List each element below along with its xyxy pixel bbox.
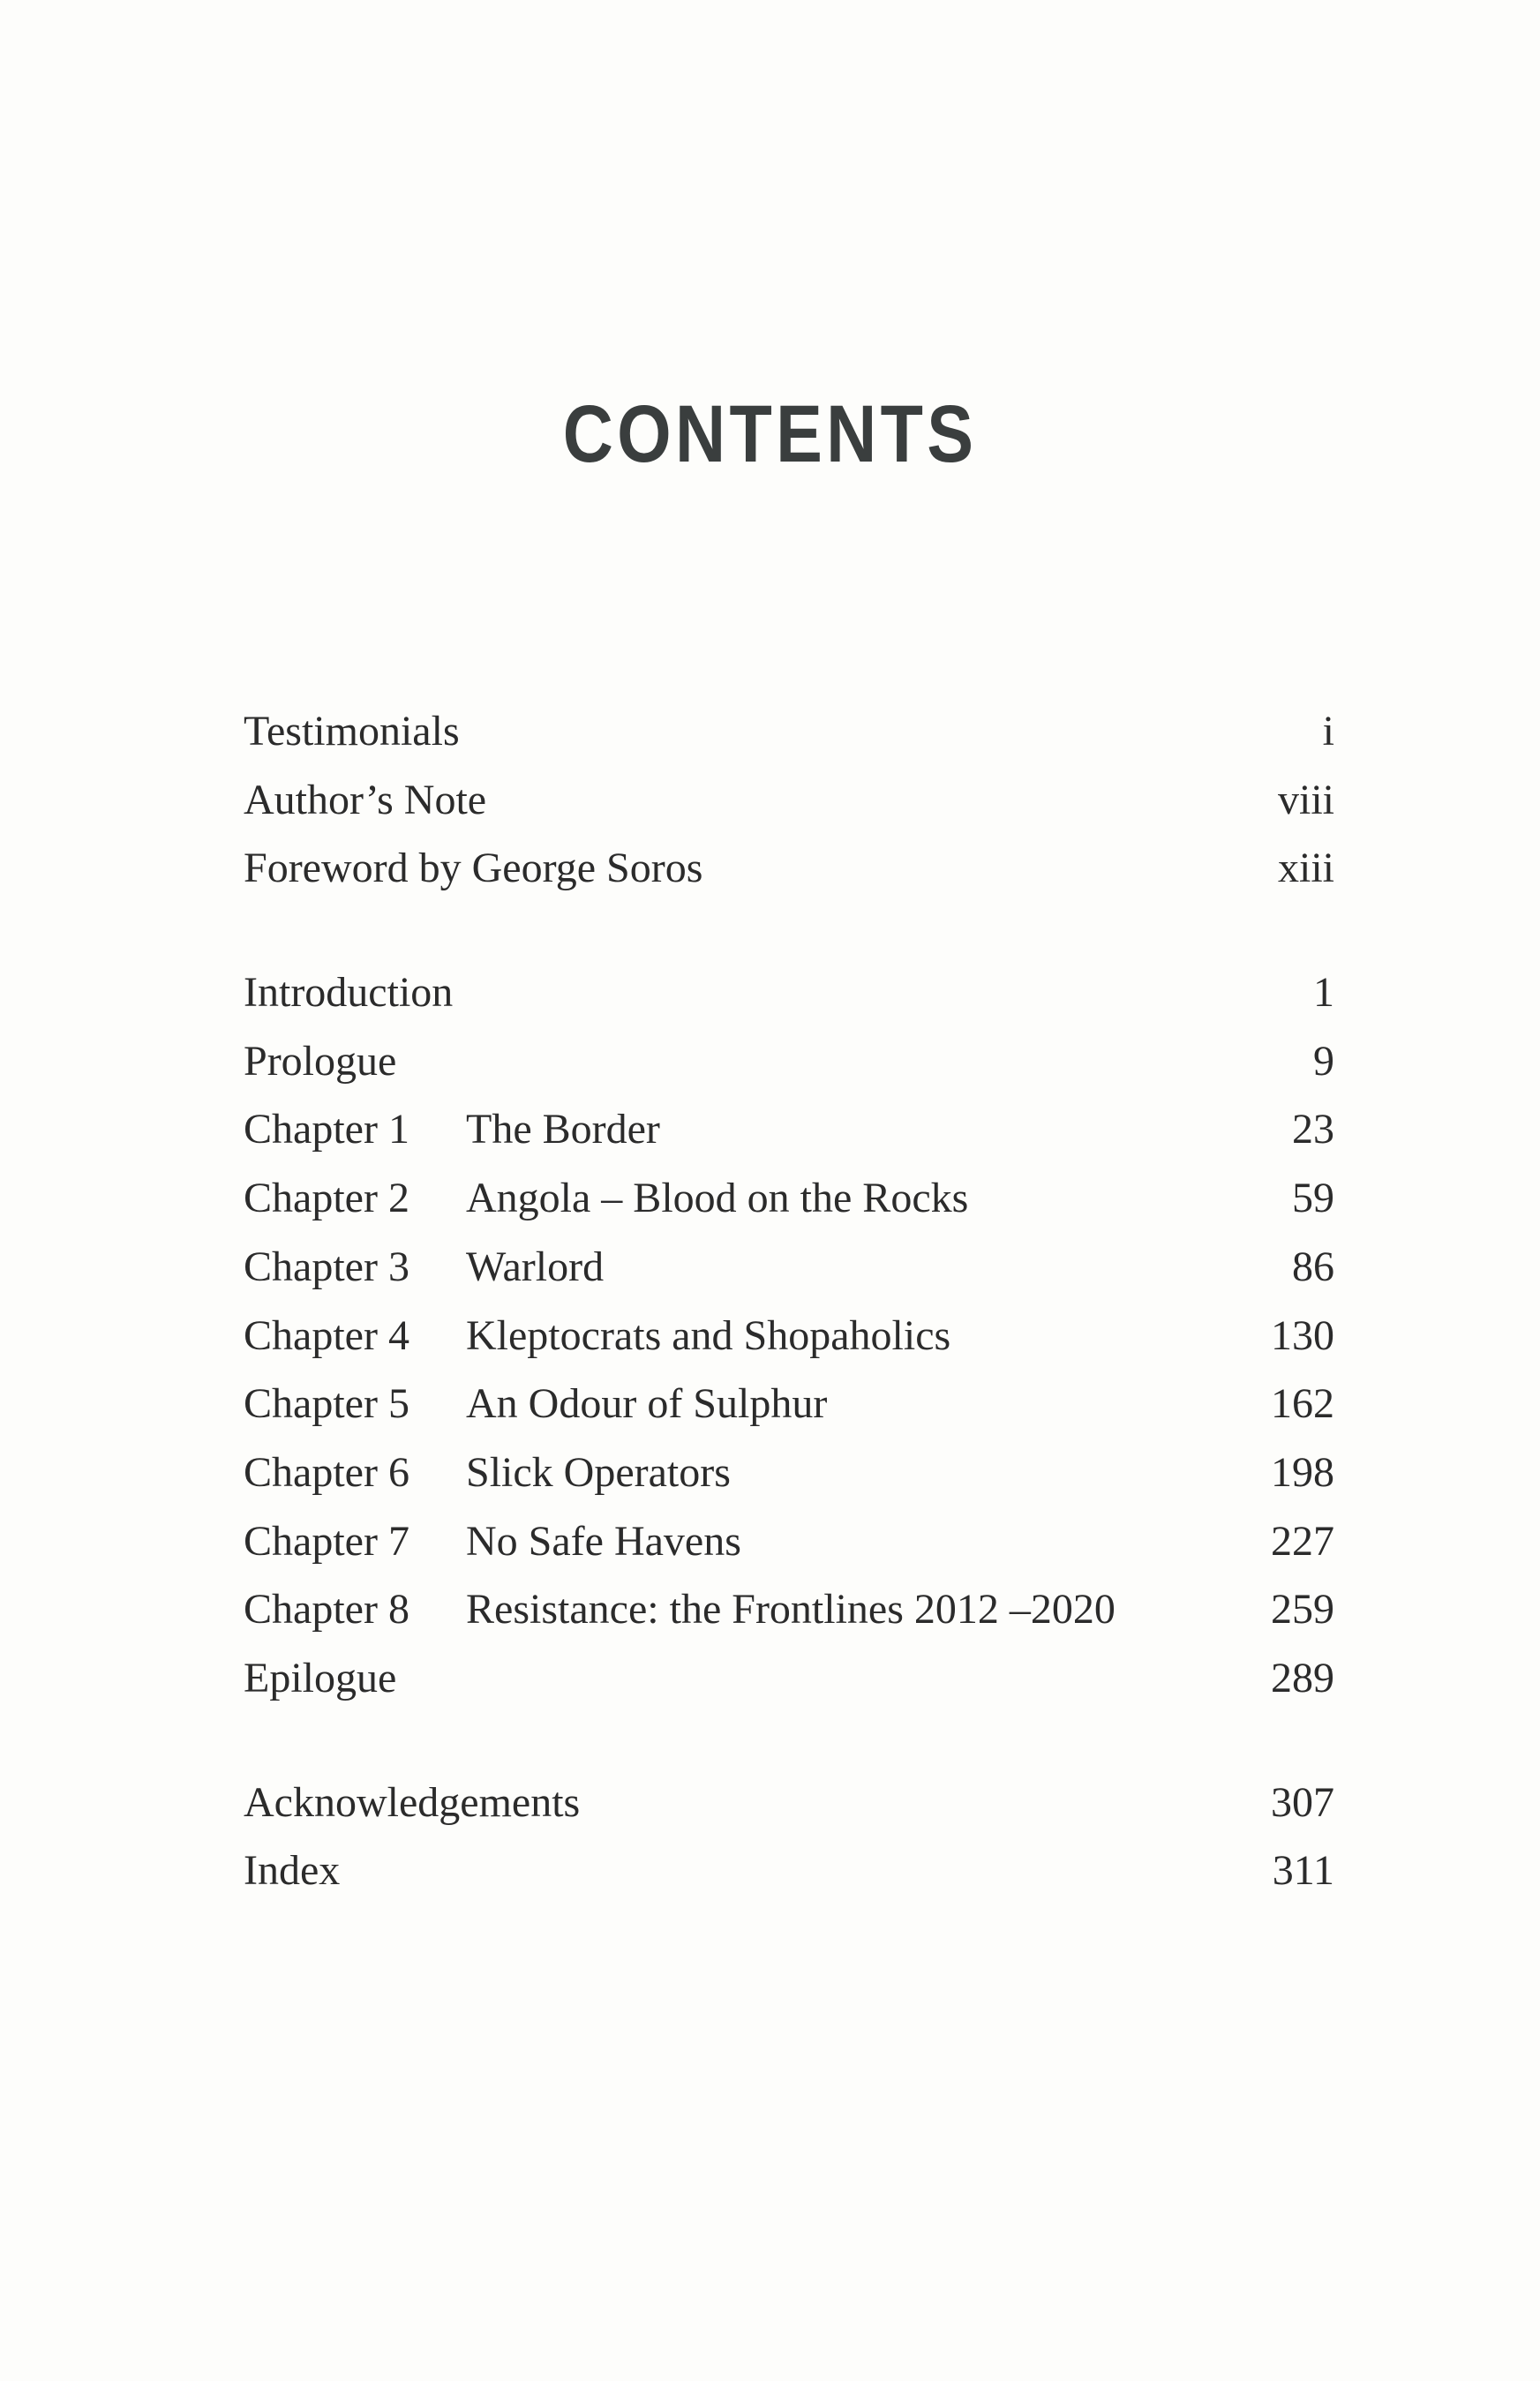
toc-entry (244, 1164, 1334, 1233)
entry-page-number: 307 (1271, 1778, 1334, 1826)
entry-subtitle: The Border (466, 1106, 660, 1153)
entry-label: Chapter 1 (244, 1106, 409, 1153)
entry-page-number: 23 (1292, 1106, 1334, 1153)
entry-label: Chapter 5 (244, 1380, 409, 1428)
entry-label: Author’s Note (244, 776, 487, 823)
toc-entry (244, 1836, 1334, 1905)
toc-entry (244, 1302, 1334, 1371)
entry-page-number: 9 (1313, 1037, 1334, 1085)
table-of-contents (244, 697, 1334, 1905)
entry-label: Chapter 4 (244, 1311, 409, 1359)
toc-entry (244, 1644, 1334, 1713)
toc-entry (244, 1507, 1334, 1576)
toc-group-front-matter (244, 697, 1334, 903)
entry-subtitle: Warlord (466, 1243, 605, 1290)
toc-entry (244, 834, 1334, 903)
entry-subtitle: An Odour of Sulphur (466, 1380, 828, 1428)
toc-group-back-matter (244, 1769, 1334, 1905)
entry-label: Chapter 2 (244, 1175, 409, 1222)
entry-subtitle: Slick Operators (466, 1448, 731, 1496)
entry-label: Foreword by George Soros (244, 845, 703, 892)
toc-entry (244, 1575, 1334, 1644)
toc-group-main (244, 958, 1334, 1713)
entry-page-number: 86 (1292, 1243, 1334, 1290)
entry-label: Prologue (244, 1037, 397, 1085)
entry-subtitle: No Safe Havens (466, 1517, 741, 1565)
entry-subtitle: Kleptocrats and Shopaholics (466, 1311, 951, 1359)
entry-label: Chapter 7 (244, 1517, 409, 1565)
entry-page-number: 311 (1272, 1847, 1334, 1895)
toc-entry (244, 1233, 1334, 1302)
page-title: CONTENTS (562, 389, 978, 479)
entry-label: Introduction (244, 969, 454, 1017)
toc-entry (244, 1027, 1334, 1096)
entry-page-number: i (1322, 708, 1334, 755)
entry-label: Chapter 3 (244, 1243, 409, 1290)
entry-label: Acknowledgements (244, 1778, 581, 1826)
entry-page-number: 162 (1271, 1380, 1334, 1428)
entry-page-number: 1 (1313, 969, 1334, 1017)
entry-subtitle: Resistance: the Frontlines 2012 –2020 (466, 1586, 1116, 1634)
toc-entry (244, 697, 1334, 766)
entry-page-number: viii (1277, 776, 1334, 823)
toc-entry (244, 1370, 1334, 1438)
entry-page-number: xiii (1277, 845, 1334, 892)
toc-entry (244, 1095, 1334, 1164)
entry-subtitle: Angola – Blood on the Rocks (466, 1175, 969, 1222)
entry-page-number: 227 (1271, 1517, 1334, 1565)
entry-label: Chapter 6 (244, 1448, 409, 1496)
entry-page-number: 59 (1292, 1175, 1334, 1222)
toc-entry (244, 1438, 1334, 1507)
entry-page-number: 289 (1271, 1654, 1334, 1701)
entry-label: Testimonials (244, 708, 460, 755)
entry-label: Epilogue (244, 1654, 397, 1701)
entry-label: Chapter 8 (244, 1586, 409, 1634)
entry-label: Index (244, 1847, 341, 1895)
entry-page-number: 130 (1271, 1311, 1334, 1359)
entry-page-number: 198 (1271, 1448, 1334, 1496)
toc-entry (244, 766, 1334, 835)
entry-page-number: 259 (1271, 1586, 1334, 1634)
toc-entry (244, 958, 1334, 1027)
toc-entry (244, 1769, 1334, 1837)
